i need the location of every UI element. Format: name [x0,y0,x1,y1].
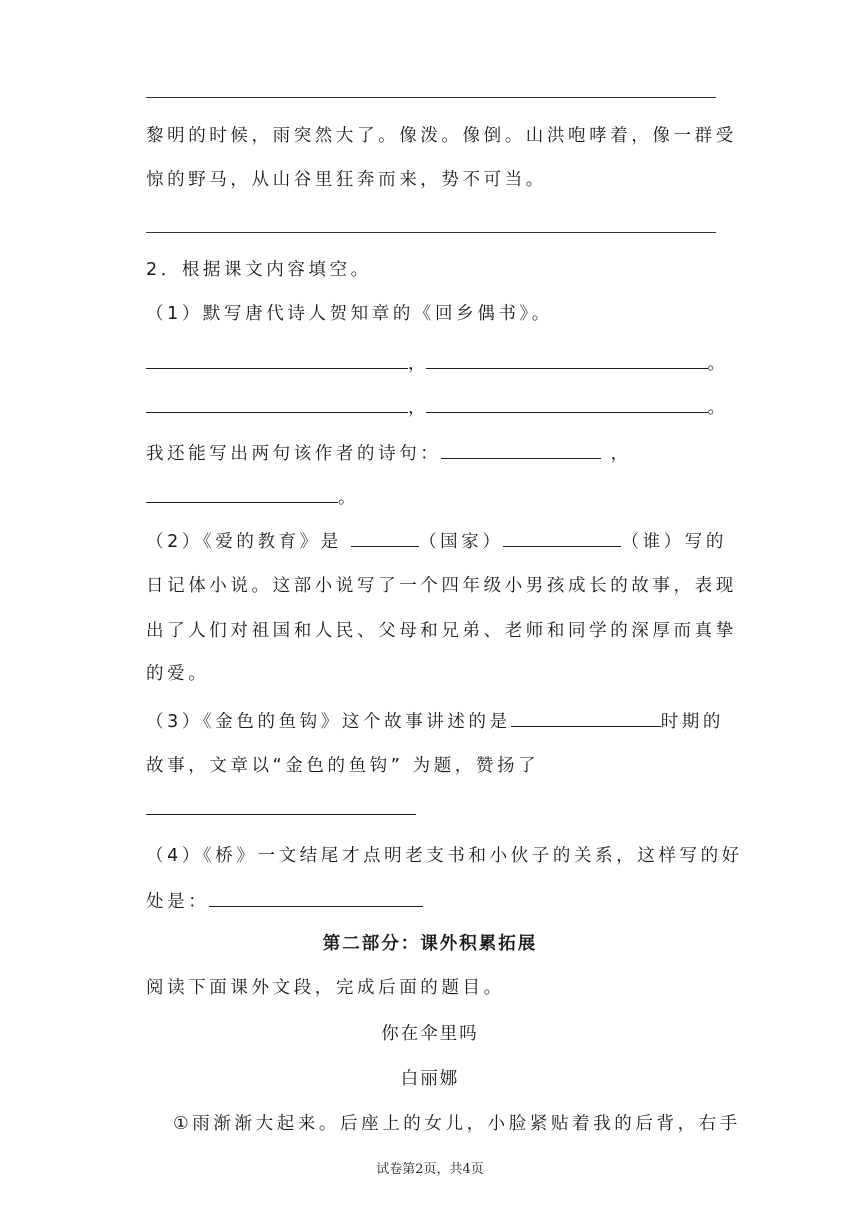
answer-line [146,232,716,233]
passage-title: 你在伞里吗 [381,1024,479,1044]
answer-blank[interactable] [146,796,416,815]
question-2-1-label: （1）默写唐代诗人贺知章的《回乡偶书》。 [146,304,553,324]
question-2-3-line-1: （3）《金色的鱼钩》这个故事讲述的是 时期的 [146,708,726,734]
question-2-2-line-2: 日记体小说。这部小说写了一个四年级小男孩成长的故事，表现 [146,576,737,596]
page-footer: 试卷第2页，共4页 [376,1162,484,1177]
answer-blank-country[interactable] [351,528,419,547]
question-2-2-line-1: （2）《爱的教育》是 （国家） （谁）写的 [146,528,726,554]
question-2-2-line-3: 出了人们对祖国和人民、父母和兄弟、老师和同学的深厚而真挚 [146,621,737,641]
question-2-title: 2．根据课文内容填空。 [146,260,372,280]
question-2-3-line-2: 故事，文章以“金色的鱼钩” 为题，赞扬了 [146,756,540,776]
passage-author: 白丽娜 [400,1069,460,1089]
question-2-4-line-1: （4）《桥》一文结尾才点明老支书和小伙子的关系，这样写的好 [146,846,743,866]
passage-paragraph-1: ①雨渐渐大起来。后座上的女儿，小脸紧贴着我的后背，右手 [173,1114,741,1134]
question-2-2-line-4: 的爱。 [146,664,210,684]
poem-line-2: ， 。 [146,394,726,420]
answer-blank[interactable] [426,394,708,413]
answer-blank[interactable] [209,888,423,907]
reading-instruction: 阅读下面课外文段，完成后面的题目。 [146,978,505,998]
part-2-heading: 第二部分：课外积累拓展 [322,934,538,954]
quote-line-1: 黎明的时候，雨突然大了。像泼。像倒。山洪咆哮着，像一群受 [146,126,737,146]
answer-blank[interactable] [441,440,601,459]
answer-blank-period[interactable] [511,708,661,727]
answer-blank[interactable] [146,484,338,503]
answer-blank[interactable] [426,350,708,369]
quote-line-2: 惊的野马，从山谷里狂奔而来，势不可当。 [146,170,547,190]
poem-line-1: ， 。 [146,350,726,376]
question-2-4-line-2: 处是： [146,888,726,914]
answer-blank[interactable] [146,394,408,413]
answer-blank-author[interactable] [503,528,621,547]
question-2-3-answer [146,796,726,822]
answer-blank[interactable] [146,350,408,369]
answer-line [146,97,716,98]
extra-poem-prompt: 我还能写出两句该作者的诗句： ， [146,440,726,466]
extra-poem-line: 。 [146,484,726,510]
